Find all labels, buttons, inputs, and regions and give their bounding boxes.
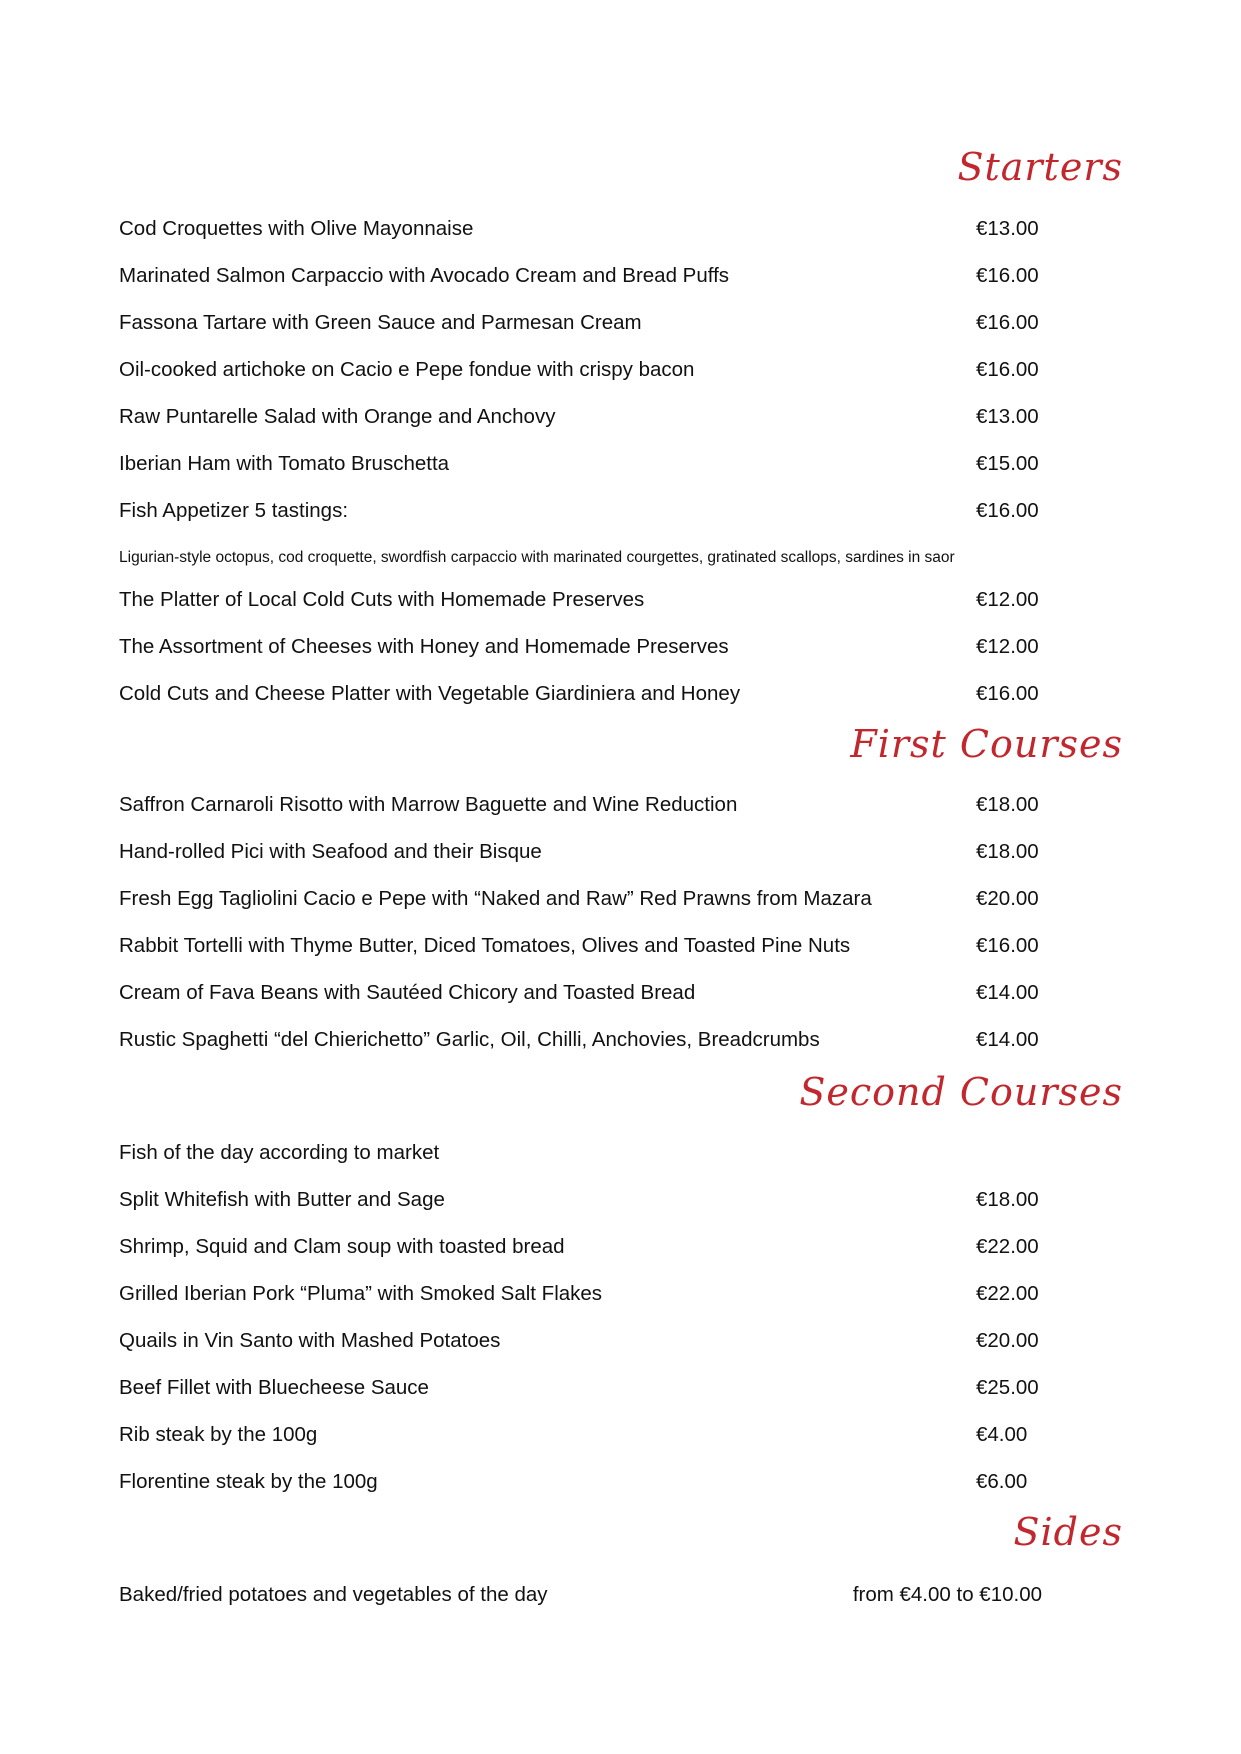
menu-item — [119, 1585, 1123, 1632]
item-price: €18.00 — [976, 1188, 1039, 1211]
second-courses-heading: Second Courses — [799, 1070, 1123, 1114]
menu-item — [119, 1472, 1123, 1519]
item-price: €15.00 — [976, 452, 1039, 475]
item-price: from €4.00 to €10.00 — [852, 1583, 1042, 1606]
item-name: Marinated Salmon Carpaccio with Avocado Cream and Bread Puffs — [119, 264, 730, 287]
menu-item — [119, 889, 1123, 936]
item-price: €4.00 — [976, 1423, 1028, 1446]
menu-item-description — [119, 548, 1123, 590]
item-name: The Platter of Local Cold Cuts with Homemade Preserves — [119, 588, 645, 611]
item-price: €12.00 — [976, 635, 1039, 658]
item-name: Raw Puntarelle Salad with Orange and Anchovy — [119, 405, 556, 428]
item-price: €18.00 — [976, 840, 1039, 863]
item-price: €13.00 — [976, 405, 1039, 428]
menu-item — [119, 936, 1123, 983]
first-courses-list — [119, 795, 1123, 1077]
sides-heading: Sides — [1013, 1510, 1123, 1554]
item-price: €25.00 — [976, 1376, 1039, 1399]
item-name: Cream of Fava Beans with Sautéed Chicory and Toasted Bread — [119, 981, 696, 1004]
first-courses-heading: First Courses — [850, 722, 1123, 766]
item-price: €13.00 — [976, 217, 1039, 240]
item-name: Fish Appetizer 5 tastings: — [119, 499, 349, 522]
item-name: Fish of the day according to market — [119, 1141, 440, 1164]
menu-item — [119, 360, 1123, 407]
item-name: Fassona Tartare with Green Sauce and Parmesan Cream — [119, 311, 642, 334]
item-price: €16.00 — [976, 311, 1039, 334]
item-price: €22.00 — [976, 1235, 1039, 1258]
menu-item — [119, 590, 1123, 637]
starters-heading: Starters — [957, 145, 1123, 189]
menu-item — [119, 313, 1123, 360]
item-price: €16.00 — [976, 358, 1039, 381]
item-price: €22.00 — [976, 1282, 1039, 1305]
item-name: Cold Cuts and Cheese Platter with Vegetable Giardiniera and Honey — [119, 682, 741, 705]
menu-item — [119, 795, 1123, 842]
item-name: Shrimp, Squid and Clam soup with toasted bread — [119, 1235, 565, 1258]
menu-item — [119, 1284, 1123, 1331]
menu-item — [119, 637, 1123, 684]
item-name: The Assortment of Cheeses with Honey and Homemade Preserves — [119, 635, 729, 658]
starters-list — [119, 219, 1123, 731]
item-name: Florentine steak by the 100g — [119, 1470, 378, 1493]
item-name: Split Whitefish with Butter and Sage — [119, 1188, 445, 1211]
menu-item — [119, 1378, 1123, 1425]
item-price: €20.00 — [976, 887, 1039, 910]
menu-item — [119, 1190, 1123, 1237]
item-name: Grilled Iberian Pork “Pluma” with Smoked Salt Flakes — [119, 1282, 603, 1305]
item-name: Rustic Spaghetti “del Chierichetto” Garlic, Oil, Chilli, Anchovies, Breadcrumbs — [119, 1028, 820, 1051]
item-price: €16.00 — [976, 499, 1039, 522]
menu-item — [119, 1331, 1123, 1378]
menu-item — [119, 454, 1123, 501]
menu-item — [119, 1143, 1123, 1190]
item-name: Saffron Carnaroli Risotto with Marrow Baguette and Wine Reduction — [119, 793, 738, 816]
sides-list — [119, 1585, 1123, 1632]
item-name: Cod Croquettes with Olive Mayonnaise — [119, 217, 474, 240]
item-price: €12.00 — [976, 588, 1039, 611]
item-name: Hand-rolled Pici with Seafood and their Bisque — [119, 840, 542, 863]
item-price: €18.00 — [976, 793, 1039, 816]
menu-item — [119, 407, 1123, 454]
item-description: Ligurian-style octopus, cod croquette, swordfish carpaccio with marinated courgettes, gratinated scallops, sardines in saor — [119, 549, 955, 566]
item-price: €14.00 — [976, 981, 1039, 1004]
item-name: Baked/fried potatoes and vegetables of the day — [119, 1583, 548, 1606]
second-courses-list — [119, 1143, 1123, 1519]
item-name: Oil-cooked artichoke on Cacio e Pepe fondue with crispy bacon — [119, 358, 695, 381]
item-name: Rabbit Tortelli with Thyme Butter, Diced Tomatoes, Olives and Toasted Pine Nuts — [119, 934, 851, 957]
item-price: €16.00 — [976, 934, 1039, 957]
menu-item — [119, 1237, 1123, 1284]
item-name: Beef Fillet with Bluecheese Sauce — [119, 1376, 429, 1399]
item-name: Quails in Vin Santo with Mashed Potatoes — [119, 1329, 501, 1352]
item-name: Fresh Egg Tagliolini Cacio e Pepe with “Naked and Raw” Red Prawns from Mazara — [119, 887, 872, 910]
item-name: Rib steak by the 100g — [119, 1423, 318, 1446]
item-price: €16.00 — [976, 682, 1039, 705]
item-price: €16.00 — [976, 264, 1039, 287]
menu-item — [119, 1425, 1123, 1472]
item-price: €14.00 — [976, 1028, 1039, 1051]
menu-item — [119, 219, 1123, 266]
item-name: Iberian Ham with Tomato Bruschetta — [119, 452, 450, 475]
menu-item — [119, 983, 1123, 1030]
menu-item — [119, 501, 1123, 548]
menu-item — [119, 842, 1123, 889]
menu-item — [119, 266, 1123, 313]
item-price: €20.00 — [976, 1329, 1039, 1352]
item-price: €6.00 — [976, 1470, 1028, 1493]
